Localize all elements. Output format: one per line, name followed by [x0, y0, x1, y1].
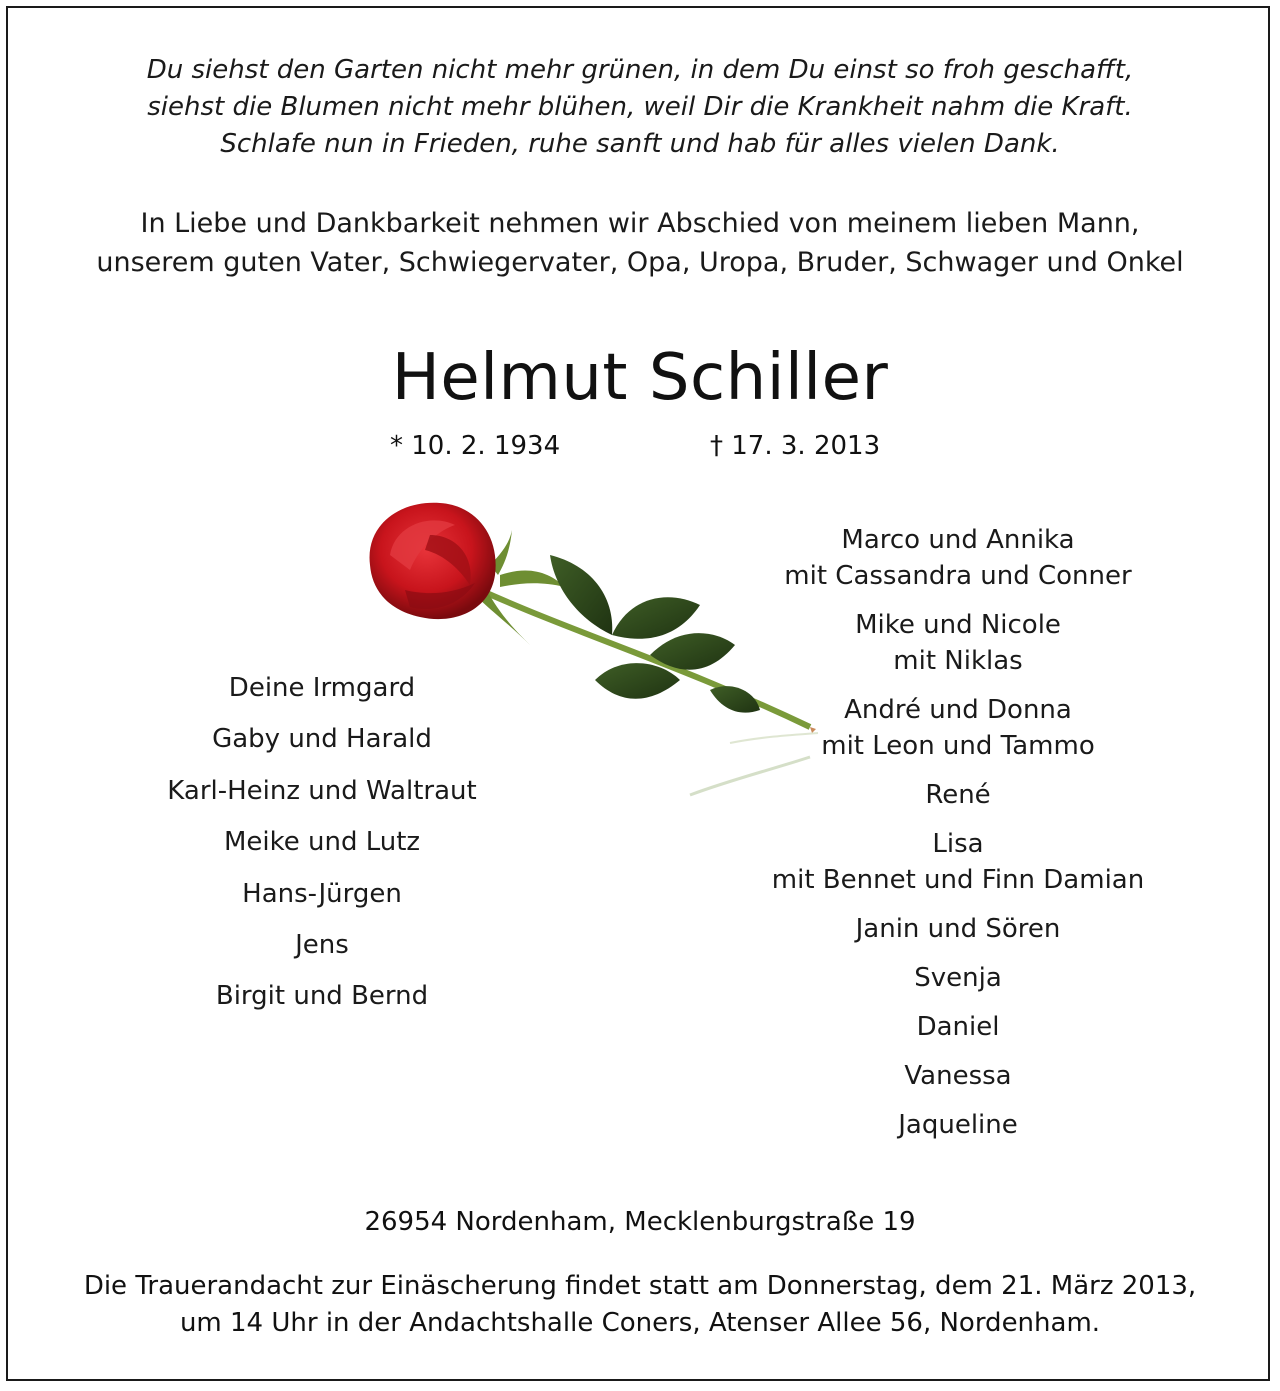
mourner-entry: Karl-Heinz und Waltraut — [167, 775, 477, 806]
mourner-entry — [758, 692, 1158, 764]
poem — [0, 52, 1280, 163]
intro-text — [0, 204, 1280, 282]
mourner-entry: Meike und Lutz — [223, 827, 421, 858]
mourners-left-column — [122, 670, 522, 1030]
service-info — [0, 1268, 1280, 1342]
service-line: Die Trauerandacht zur Einäscherung findet statt am Donnerstag, dem 21. März 2013, — [83, 1271, 1197, 1301]
mourner-line: Vanessa — [904, 1061, 1012, 1091]
mourner-line: Jaqueline — [898, 1110, 1018, 1140]
mourner-entry — [758, 826, 1158, 898]
mourner-entry — [758, 1107, 1158, 1143]
mourner-line: André und Donna — [844, 695, 1072, 725]
mourner-entry — [758, 607, 1158, 679]
mourner-entry — [758, 522, 1158, 594]
mourner-line: Janin und Sören — [855, 914, 1061, 944]
intro-line: unserem guten Vater, Schwiegervater, Opa, Uropa, Bruder, Schwager und Onkel — [96, 247, 1184, 278]
birth-date: * 10. 2. 1934 — [390, 431, 561, 461]
mourner-line: Svenja — [914, 963, 1002, 993]
mourner-line: mit Leon und Tammo — [821, 731, 1095, 761]
mourner-entry: Deine Irmgard — [228, 673, 416, 703]
mourner-line: Lisa — [932, 829, 984, 859]
address: 26954 Nordenham, Mecklenburgstraße 19 — [364, 1207, 916, 1237]
mourner-entry — [758, 1058, 1158, 1094]
mourner-line: Mike und Nicole — [855, 610, 1061, 640]
intro-line: In Liebe und Dankbarkeit nehmen wir Abschied von meinem lieben Mann, — [140, 208, 1140, 239]
mourner-line: Daniel — [916, 1012, 1000, 1042]
mourner-entry: Jens — [295, 929, 349, 960]
poem-line: Du siehst den Garten nicht mehr grünen, in dem Du einst so froh geschafft, — [146, 55, 1134, 85]
mourner-entry — [758, 1009, 1158, 1045]
mourners-right-column — [758, 522, 1158, 1156]
mourner-entry: Hans-Jürgen — [242, 878, 402, 909]
mourner-entry — [758, 911, 1158, 947]
mourner-entry: Gaby und Harald — [212, 724, 432, 755]
deceased-name: Helmut Schiller — [391, 341, 889, 415]
mourner-entry: Birgit und Bernd — [215, 981, 429, 1012]
mourner-line: Marco und Annika — [841, 525, 1075, 555]
mourner-line: mit Bennet und Finn Damian — [771, 865, 1145, 895]
death-date: † 17. 3. 2013 — [710, 431, 881, 461]
mourner-line: mit Niklas — [893, 646, 1023, 676]
service-line: um 14 Uhr in der Andachtshalle Coners, Atenser Allee 56, Nordenham. — [179, 1308, 1101, 1338]
mourner-entry — [758, 777, 1158, 813]
mourner-entry — [758, 960, 1158, 996]
mourner-line: mit Cassandra und Conner — [784, 561, 1132, 591]
poem-line: Schlafe nun in Frieden, ruhe sanft und hab für alles vielen Dank. — [220, 129, 1060, 159]
poem-line: siehst die Blumen nicht mehr blühen, weil Dir die Krankheit nahm die Kraft. — [147, 92, 1133, 122]
mourner-line: René — [925, 780, 991, 810]
